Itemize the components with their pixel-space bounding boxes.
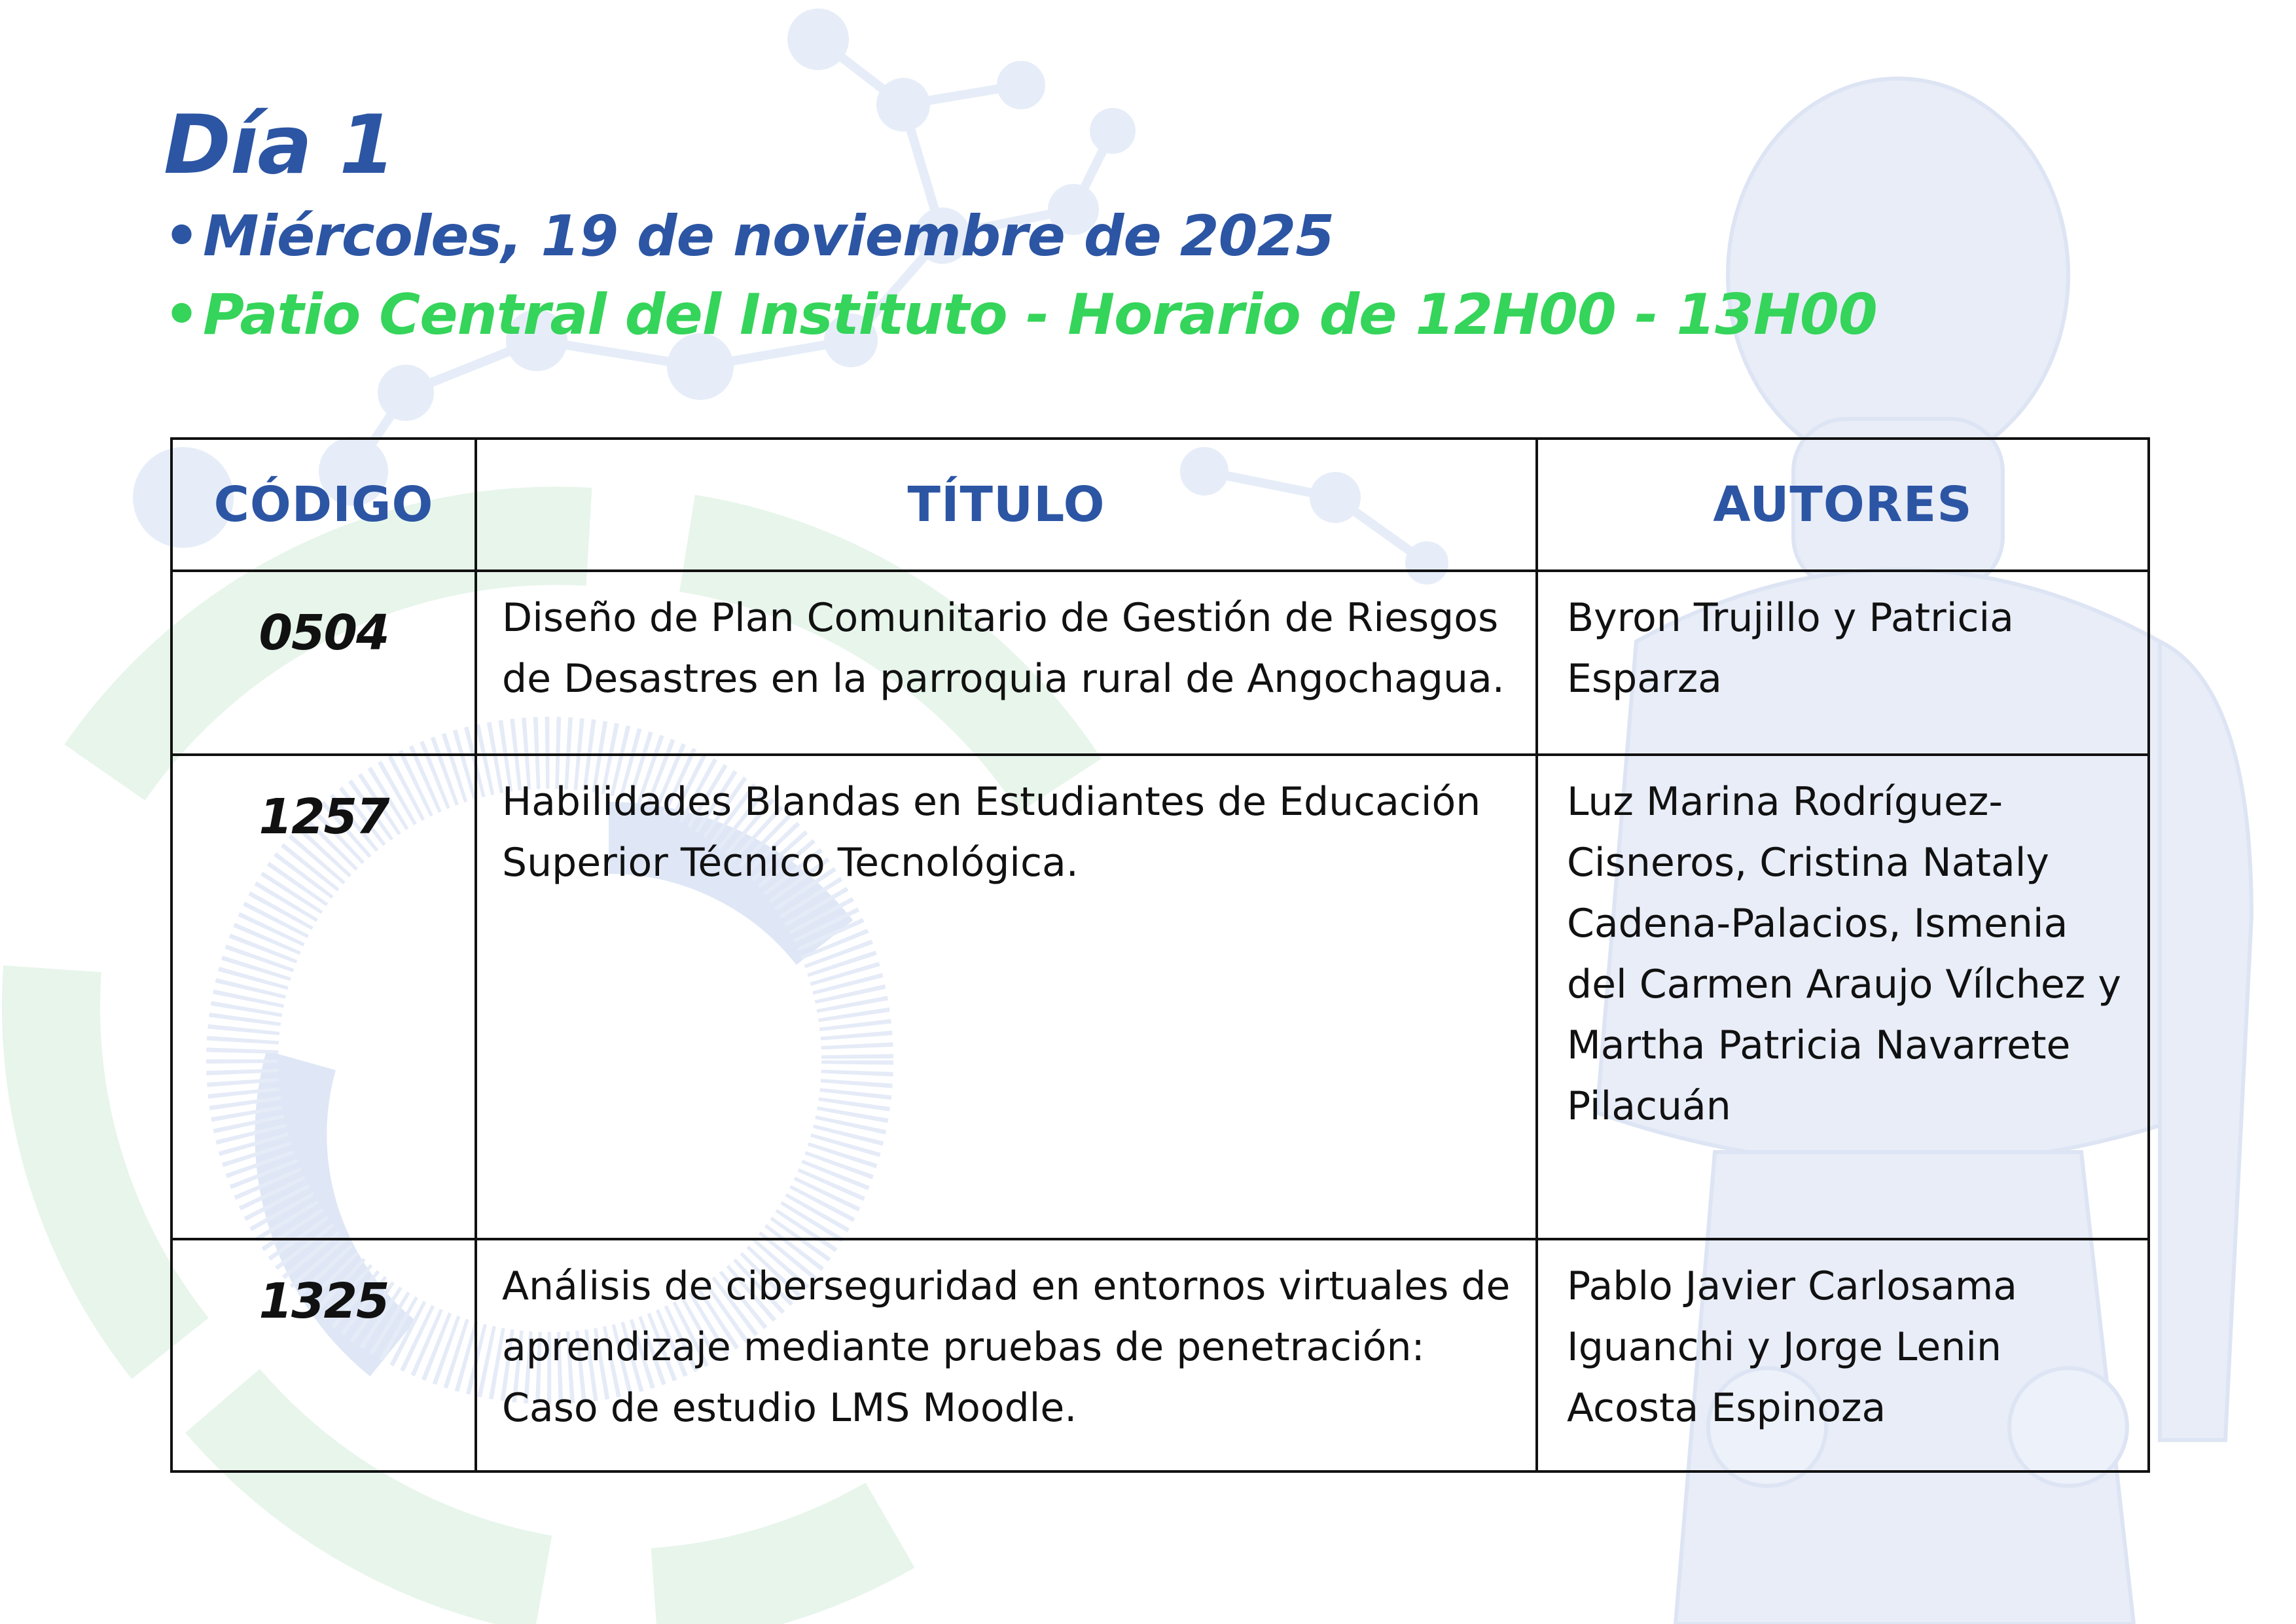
column-header-code: CÓDIGO: [171, 439, 476, 571]
event-date-line: [164, 204, 1877, 269]
table-row: [171, 1239, 2149, 1471]
table-header-row: [171, 439, 2149, 571]
paper-authors: Pablo Javier Carlosama Iguanchi y Jorge Lenin Acosta Espinoza: [1537, 1239, 2149, 1471]
table-row: [171, 755, 2149, 1239]
paper-title: Diseño de Plan Comunitario de Gestión de Riesgos de Desastres en la parroquia rural de Angochagua.: [476, 571, 1537, 755]
event-place-time: Patio Central del Instituto - Horario de 12H00 - 13H00: [202, 282, 1877, 348]
table-row: [171, 571, 2149, 755]
paper-code: 0504: [171, 571, 476, 755]
column-header-title: TÍTULO: [476, 439, 1537, 571]
bullet: •: [164, 204, 199, 269]
paper-authors: Byron Trujillo y Patricia Esparza: [1537, 571, 2149, 755]
paper-code: 1325: [171, 1239, 476, 1471]
event-date: Miércoles, 19 de noviembre de 2025: [202, 204, 1335, 269]
event-header: [164, 98, 1877, 348]
paper-title: Habilidades Blandas en Estudiantes de Educación Superior Técnico Tecnológica.: [476, 755, 1537, 1239]
paper-authors: Luz Marina Rodríguez-Cisneros, Cristina Nataly Cadena-Palacios, Ismenia del Carmen Araujo Vílchez y Martha Patricia Navarrete Pilacuán: [1537, 755, 2149, 1239]
schedule-table: [170, 437, 2150, 1473]
paper-title: Análisis de ciberseguridad en entornos virtuales de aprendizaje mediante pruebas de penetración: Caso de estudio LMS Moodle.: [476, 1239, 1537, 1471]
day-heading: Día 1: [164, 98, 395, 192]
column-header-authors: AUTORES: [1537, 439, 2149, 571]
paper-code: 1257: [171, 755, 476, 1239]
event-place-line: [164, 282, 1877, 348]
bullet: •: [164, 282, 199, 348]
